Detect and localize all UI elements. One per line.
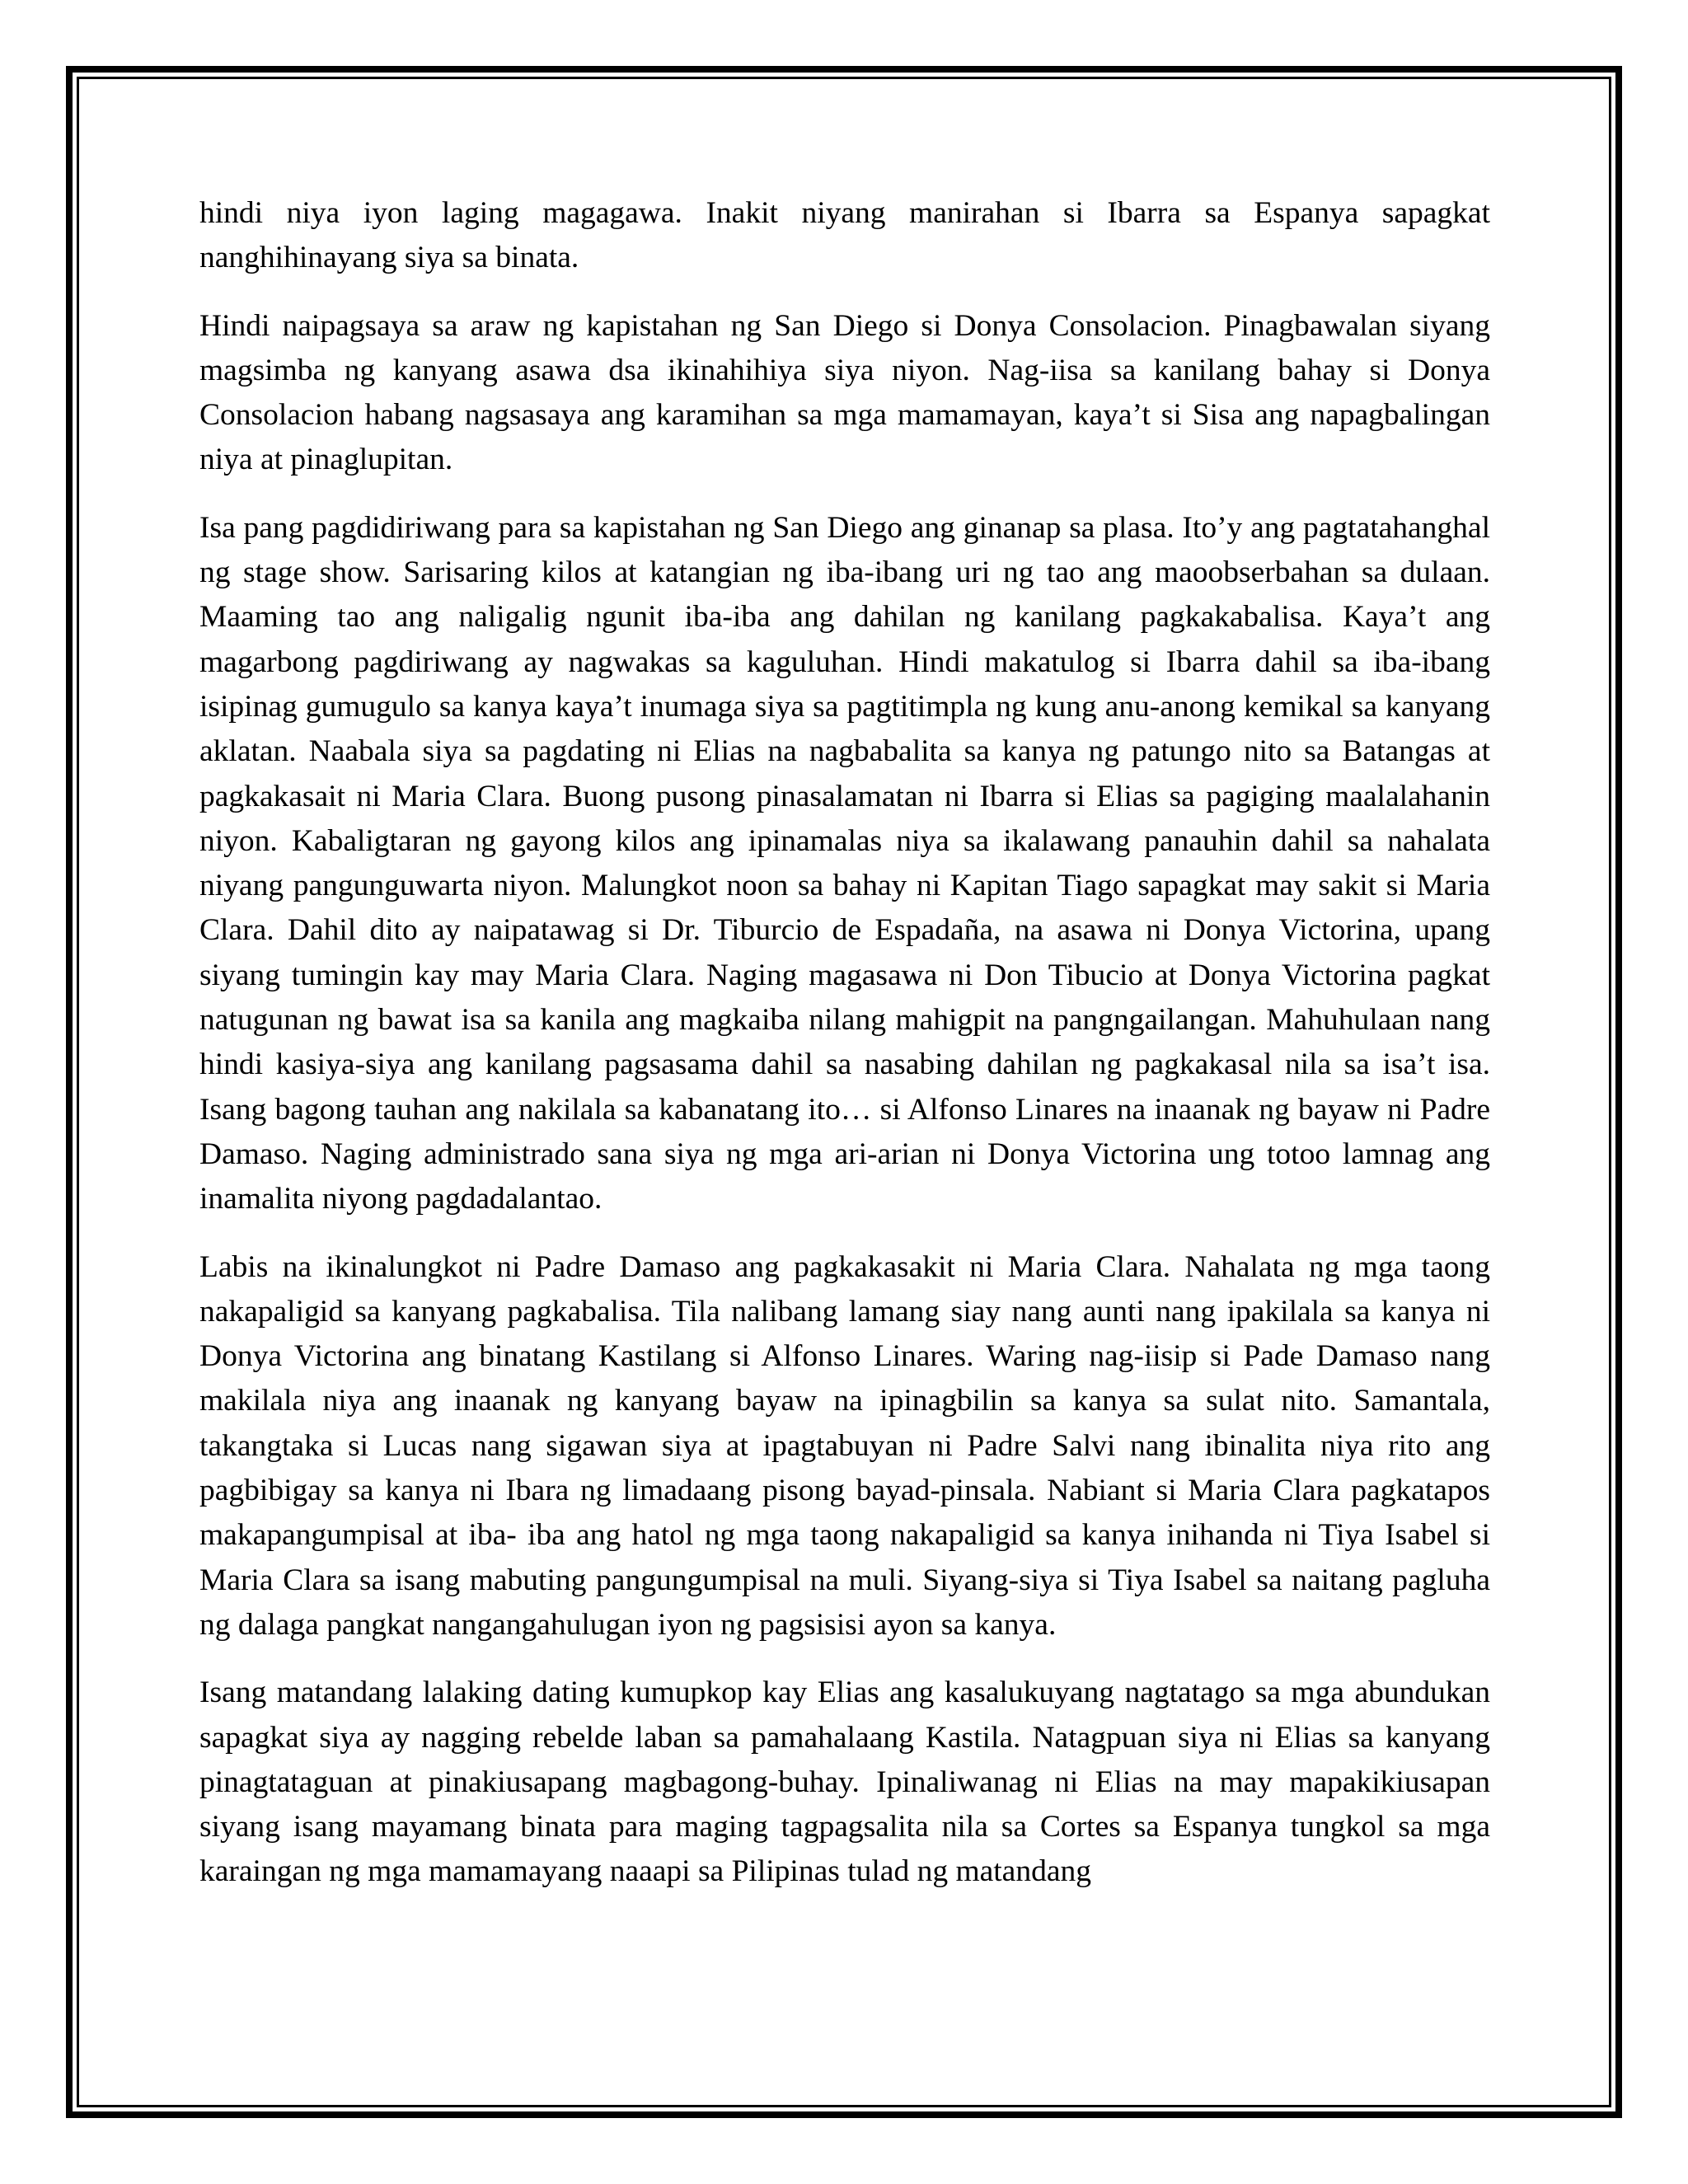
paragraph: Isa pang pagdidiriwang para sa kapistahan ng San Diego ang ginanap sa plasa. Ito’y ang pagtatahanghal ng stage show. Sarisaring kilos at katangian ng iba-ibang uri ng tao ang maoobserbahan sa dulaan. Maaming tao ang naligalig ngunit iba-iba ang dahilan ng kanilang pagkakabalisa. Kaya’t ang magarbong pagdiriwang ay nagwakas sa kaguluhan. Hindi makatulog si Ibarra dahil sa iba-ibang isipinag gumugulo sa kanya kaya’t inumaga siya sa pagtitimpla ng kung anu-anong kemikal sa kanyang aklatan. Naabala siya sa pagdating ni Elias na nagbabalita sa kanya ng patungo nito sa Batangas at pagkakasait ni Maria Clara. Buong pusong pinasalamatan ni Ibarra si Elias sa pagiging maalalahanin niyon. Kabaligtaran ng gayong kilos ang ipinamalas niya sa ikalawang panauhin dahil sa nahalata niyang pangunguwarta niyon. Malungkot noon sa bahay ni Kapitan Tiago sapagkat may sakit si Maria Clara. Dahil dito ay naipatawag si Dr. Tiburcio de Espadaña, na asawa ni Donya Victorina, upang siyang tumingin kay may Maria Clara. Naging magasawa ni Don Tibucio at Donya Victorina pagkat natugunan ng bawat isa sa kanila ang magkaiba nilang mahigpit na pangngailangan. Mahuhulaan nang hindi kasiya-siya ang kanilang pagsasama dahil sa nasabing dahilan ng pagkakasal nila sa isa’t isa. Isang bagong tauhan ang nakilala sa kabanatang ito… si Alfonso Linares na inaanak ng bayaw ni Padre Damaso. Naging administrado sana siya ng mga ari-arian ni Donya Victorina ung totoo lamnag ang inamalita niyong pagdadalantao. (199, 510, 1490, 1216)
paragraph: Labis na ikinalungkot ni Padre Damaso ang pagkakasakit ni Maria Clara. Nahalata ng mga taong nakapaligid sa kanyang pagkabalisa. Tila nalibang lamang siay nang aunti nang ipakilala sa kanya ni Donya Victorina ang binatang Kastilang si Alfonso Linares. Waring nag-iisip si Pade Damaso nang makilala niya ang inaanak ng kanyang bayaw na ipinagbilin sa kanya sa sulat nito. Samantala, takangtaka si Lucas nang sigawan siya at ipagtabuyan ni Padre Salvi nang ibinalita niya rito ang pagbibigay sa kanya ni Ibara ng limadaang pisong bayad-pinsala. Nabiant si Maria Clara pagkatapos makapangumpisal at iba- iba ang hatol ng mga taong nakapaligid sa kanya inihanda ni Tiya Isabel si Maria Clara sa isang mabuting pangungumpisal na muli. Siyang-siya si Tiya Isabel sa naitang pagluha ng dalaga pangkat nangangahulugan iyon ng pagsisisi ayon sa kanya. (199, 1249, 1490, 1642)
document-body (199, 191, 1490, 1918)
paragraph: hindi niya iyon laging magagawa. Inakit niyang manirahan si Ibarra sa Espanya sapagkat nanghihinayang siya sa binata. (199, 196, 1490, 275)
paragraph: Hindi naipagsaya sa araw ng kapistahan ng San Diego si Donya Consolacion. Pinagbawalan siyang magsimba ng kanyang asawa dsa ikinahihiya siya niyon. Nag-iisa sa kanilang bahay si Donya Consolacion habang nagsasaya ang karamihan sa mga mamamayan, kaya’t si Sisa ang napagbalingan niya at pinaglupitan. (199, 308, 1490, 477)
paragraph: Isang matandang lalaking dating kumupkop kay Elias ang kasalukuyang nagtatago sa mga abundukan sapagkat siya ay nagging rebelde laban sa pamahalaang Kastila. Natagpuan siya ni Elias sa kanyang pinagtataguan at pinakiusapang magbagong-buhay. Ipinaliwanag ni Elias na may mapakikiusapan siyang isang mayamang binata para maging tagpagsalita nila sa Cortes sa Espanya tungkol sa mga karaingan ng mga mamamayang naaapi sa Pilipinas tulad ng matandang (199, 1675, 1490, 1889)
